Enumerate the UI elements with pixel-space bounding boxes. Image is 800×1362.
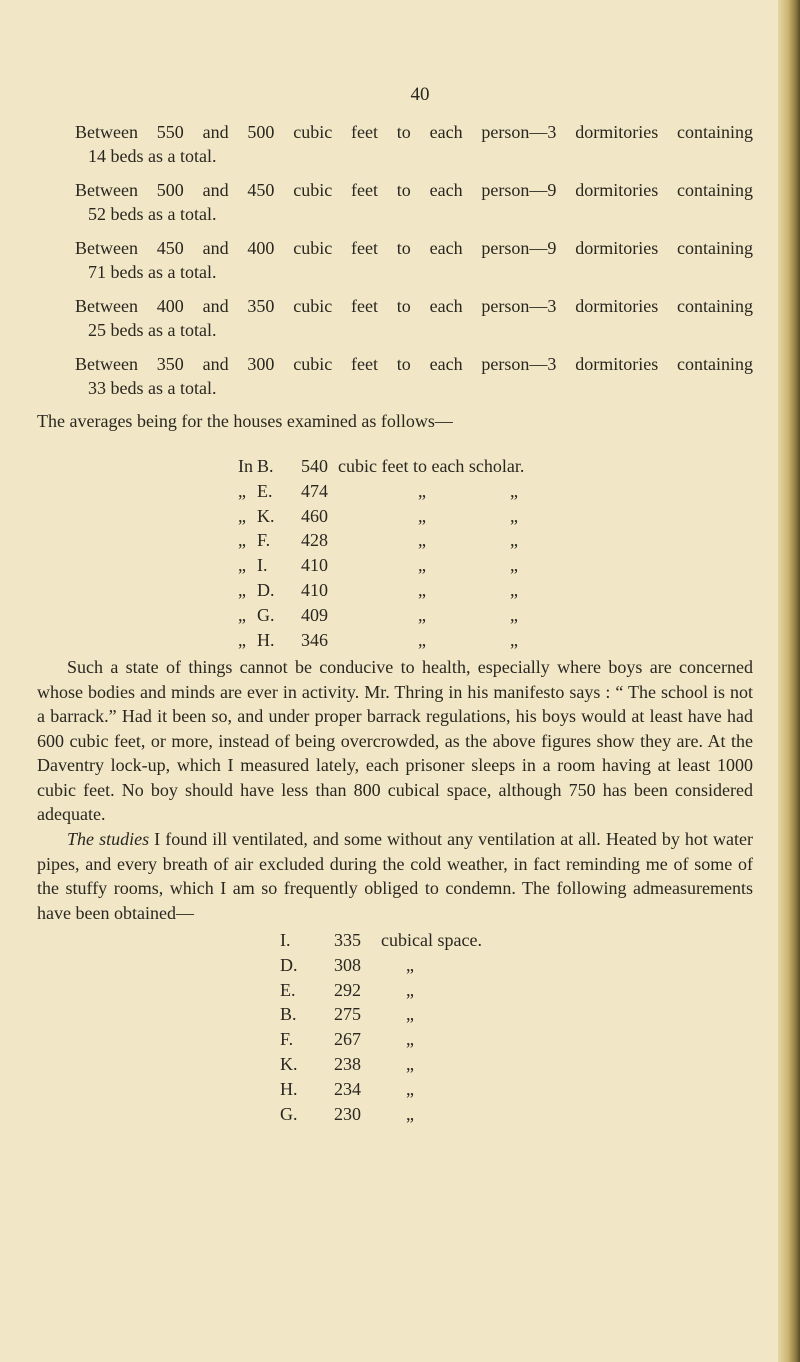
- table-row: [238, 553, 658, 578]
- health-paragraph: Such a state of things cannot be conducive to health, especially where boys are concerned whose bodies and minds are ever in activity. Mr. Thring in his manifesto says : “ The school is not a barrack.” Had it been so, and under proper barrack regulations, his boys would at least have had 600 cubic feet, or more, instead of being overcrowded, as the above figures show they are. At the Daventry lock-up, which I measured lately, each prisoner sleeps in a room having at least 1000 cubic feet. No boy should have less than 800 cubical space, although 750 has been considered adequate.: [37, 657, 753, 824]
- row-value: 540: [301, 456, 328, 476]
- row-house: F.: [257, 530, 271, 551]
- table-row: [280, 978, 660, 1003]
- row-house: I.: [280, 930, 291, 950]
- row-prefix: „: [238, 629, 246, 650]
- page-number: 40: [410, 84, 430, 105]
- row-unit: cubic feet to each scholar.: [338, 456, 525, 476]
- row-house: G.: [257, 604, 275, 625]
- row-value: 410: [301, 555, 328, 576]
- table-row: [238, 578, 658, 603]
- table-row: [238, 479, 658, 504]
- row-value: 238: [334, 1053, 361, 1074]
- entry-line: 71 beds as a total.: [88, 262, 217, 282]
- row-prefix: „: [238, 604, 246, 625]
- row-value: 335: [334, 930, 361, 950]
- row-house: F.: [280, 1029, 294, 1050]
- table-row: [238, 504, 658, 529]
- row-prefix: „: [238, 505, 246, 526]
- row-prefix: „: [238, 579, 246, 600]
- row-ditto: „: [418, 530, 426, 551]
- row-ditto: „: [418, 555, 426, 576]
- row-prefix: „: [238, 530, 246, 551]
- row-house: H.: [280, 1078, 298, 1099]
- row-ditto: „: [406, 1103, 414, 1124]
- entry-line: 52 beds as a total.: [88, 204, 217, 224]
- entry-line: Between 400 and 350 cubic feet to each person—3 dormitories containing: [75, 296, 753, 316]
- house-averages-table: [238, 454, 658, 652]
- row-ditto: „: [510, 505, 518, 526]
- row-ditto: „: [418, 505, 426, 526]
- row-ditto: „: [418, 604, 426, 625]
- row-prefix: „: [238, 480, 246, 501]
- row-house: B.: [280, 1004, 297, 1025]
- entry-line: Between 550 and 500 cubic feet to each person—3 dormitories containing: [75, 122, 753, 142]
- studies-paragraph: [37, 827, 753, 925]
- row-house: H.: [257, 629, 275, 650]
- table-row: [238, 528, 658, 553]
- row-ditto: „: [418, 579, 426, 600]
- table-row: [280, 953, 660, 978]
- row-ditto: „: [406, 1004, 414, 1025]
- row-house: B.: [257, 456, 274, 476]
- row-ditto: „: [510, 604, 518, 625]
- row-ditto: „: [406, 979, 414, 1000]
- row-ditto: „: [510, 555, 518, 576]
- row-value: 346: [301, 629, 328, 650]
- row-prefix: In: [238, 456, 253, 476]
- row-unit: cubical space.: [381, 930, 482, 950]
- table-row: [280, 1027, 660, 1052]
- row-value: 230: [334, 1103, 361, 1124]
- row-value: 428: [301, 530, 328, 551]
- row-value: 410: [301, 579, 328, 600]
- row-ditto: „: [406, 1029, 414, 1050]
- studies-title: The studies: [67, 829, 150, 849]
- entry-line: Between 500 and 450 cubic feet to each person—9 dormitories containing: [75, 180, 753, 200]
- row-ditto: „: [510, 579, 518, 600]
- dormitory-range-entry: [75, 178, 753, 226]
- table-row: [280, 1052, 660, 1077]
- row-value: 308: [334, 954, 361, 975]
- row-prefix: „: [238, 555, 246, 576]
- row-value: 409: [301, 604, 328, 625]
- dormitory-range-entry: [75, 294, 753, 342]
- table-row: [280, 1077, 660, 1102]
- row-ditto: „: [406, 1078, 414, 1099]
- row-ditto: „: [510, 629, 518, 650]
- dormitory-range-entry: [75, 352, 753, 400]
- row-value: 292: [334, 979, 361, 1000]
- entry-line: Between 450 and 400 cubic feet to each person—9 dormitories containing: [75, 238, 753, 258]
- row-house: I.: [257, 555, 268, 576]
- row-house: D.: [257, 579, 275, 600]
- row-value: 474: [301, 480, 328, 501]
- row-house: G.: [280, 1103, 298, 1124]
- row-ditto: „: [418, 629, 426, 650]
- table-row: [280, 1102, 660, 1127]
- studies-text: I found ill ventilated, and some without any ventilation at all. Heated by hot water pipes, and every breath of air excluded during the cold weather, in fact reminding me of some of the stuffy rooms, which I am so frequently obliged to condemn. The following admeasurements have been obtained—: [37, 829, 753, 923]
- row-ditto: „: [510, 480, 518, 501]
- row-value: 234: [334, 1078, 361, 1099]
- table-row: [238, 454, 658, 479]
- row-house: K.: [257, 505, 275, 526]
- page-edge-shadow: [778, 0, 800, 1362]
- row-value: 275: [334, 1004, 361, 1025]
- entry-line: Between 350 and 300 cubic feet to each person—3 dormitories containing: [75, 354, 753, 374]
- row-ditto: „: [406, 1053, 414, 1074]
- study-measurements-table: [280, 928, 660, 1126]
- row-ditto: „: [418, 480, 426, 501]
- table-row: [238, 603, 658, 628]
- entry-line: 14 beds as a total.: [88, 146, 217, 166]
- entry-line: 33 beds as a total.: [88, 378, 217, 398]
- table-row: [280, 1002, 660, 1027]
- row-house: E.: [280, 979, 296, 1000]
- averages-intro: The averages being for the houses examined as follows—: [37, 411, 453, 431]
- row-ditto: „: [510, 530, 518, 551]
- table-row: [280, 928, 660, 953]
- row-value: 267: [334, 1029, 361, 1050]
- row-house: D.: [280, 954, 298, 975]
- table-row: [238, 628, 658, 653]
- row-value: 460: [301, 505, 328, 526]
- row-ditto: „: [406, 954, 414, 975]
- row-house: E.: [257, 480, 273, 501]
- row-house: K.: [280, 1053, 298, 1074]
- dormitory-range-entry: [75, 236, 753, 284]
- entry-line: 25 beds as a total.: [88, 320, 217, 340]
- dormitory-range-entry: [75, 120, 753, 168]
